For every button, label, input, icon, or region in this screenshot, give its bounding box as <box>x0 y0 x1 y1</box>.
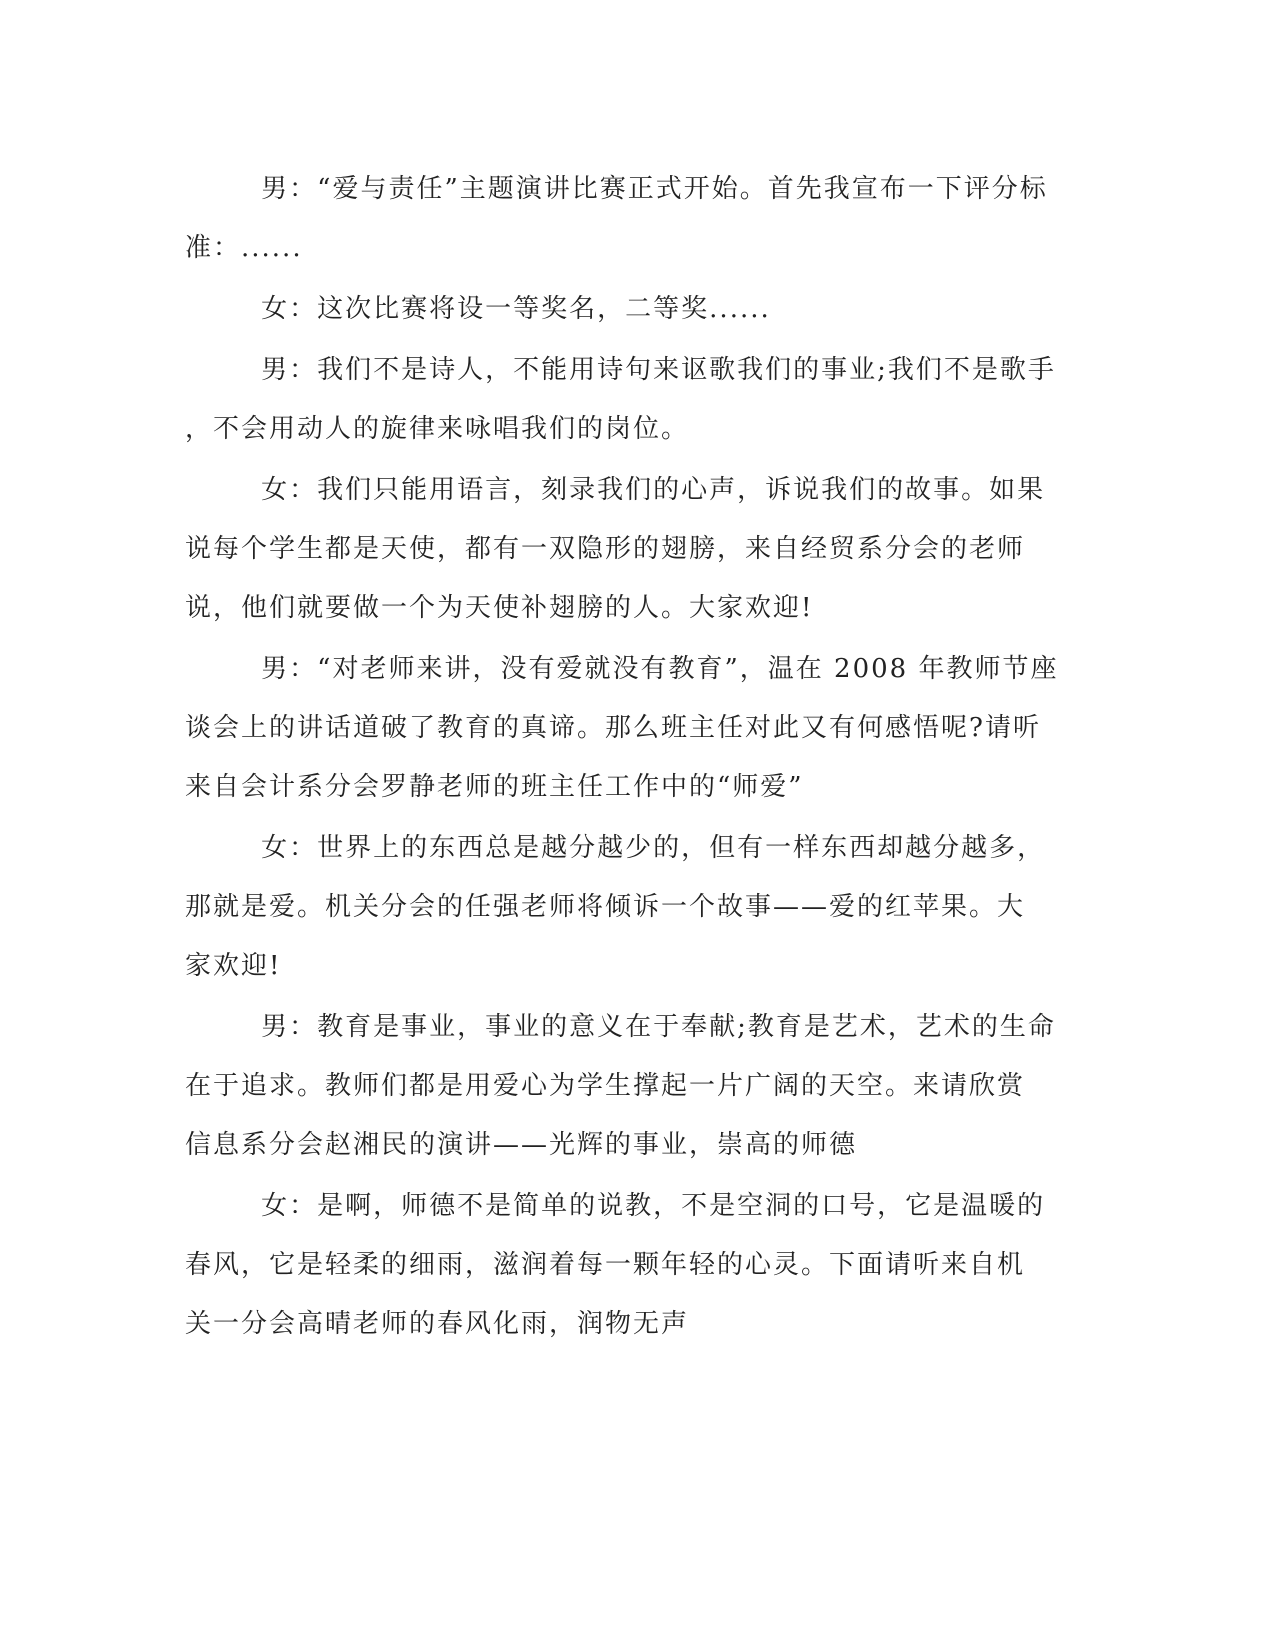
paragraph-line: 谈会上的讲话道破了教育的真谛。那么班主任对此又有何感悟呢?请听 <box>185 713 1041 743</box>
paragraph-line: 说每个学生都是天使，都有一双隐形的翅膀，来自经贸系分会的老师 <box>185 534 1026 564</box>
paragraph-line: 女：是啊，师德不是简单的说教，不是空洞的口号，它是温暖的 <box>261 1191 1046 1221</box>
paragraph-line: 说，他们就要做一个为天使补翅膀的人。大家欢迎! <box>185 593 814 623</box>
paragraph-line: 信息系分会赵湘民的演讲——光辉的事业，崇高的师德 <box>185 1130 858 1160</box>
paragraph-line: 准：...... <box>185 233 303 263</box>
paragraph-line: 春风，它是轻柔的细雨，滋润着每一颗年轻的心灵。下面请听来自机 <box>185 1250 1026 1280</box>
document-body <box>185 160 1085 1356</box>
paragraph-line: 关一分会高晴老师的春风化雨，润物无声 <box>185 1309 690 1339</box>
paragraph-line: 来自会计系分会罗静老师的班主任工作中的“师爱” <box>185 772 804 802</box>
paragraph-3 <box>185 341 1085 459</box>
paragraph-2 <box>185 280 1085 339</box>
paragraph-line: 男：我们不是诗人，不能用诗句来讴歌我们的事业;我们不是歌手 <box>261 355 1056 385</box>
paragraph-line: 男：“爱与责任”主题演讲比赛正式开始。首先我宣布一下评分标 <box>261 174 1048 204</box>
paragraph-line: 男：“对老师来讲，没有爱就没有教育”，温在 2008 年教师节座 <box>261 654 1059 684</box>
paragraph-line: 女：世界上的东西总是越分越少的，但有一样东西却越分越多， <box>261 833 1046 863</box>
paragraph-line: 女：我们只能用语言，刻录我们的心声，诉说我们的故事。如果 <box>261 475 1046 505</box>
paragraph-line: 家欢迎! <box>185 951 282 981</box>
paragraph-1 <box>185 160 1085 278</box>
paragraph-line: 那就是爱。机关分会的任强老师将倾诉一个故事——爱的红苹果。大 <box>185 892 1026 922</box>
paragraph-6 <box>185 819 1085 996</box>
paragraph-line: 男：教育是事业，事业的意义在于奉献;教育是艺术，艺术的生命 <box>261 1012 1056 1042</box>
paragraph-5 <box>185 640 1085 817</box>
paragraph-7 <box>185 998 1085 1175</box>
paragraph-line: 在于追求。教师们都是用爱心为学生撑起一片广阔的天空。来请欣赏 <box>185 1071 1026 1101</box>
paragraph-line: 女：这次比赛将设一等奖名，二等奖...... <box>261 294 771 324</box>
paragraph-line: ，不会用动人的旋律来咏唱我们的岗位。 <box>185 414 690 444</box>
paragraph-8 <box>185 1177 1085 1354</box>
paragraph-4 <box>185 461 1085 638</box>
